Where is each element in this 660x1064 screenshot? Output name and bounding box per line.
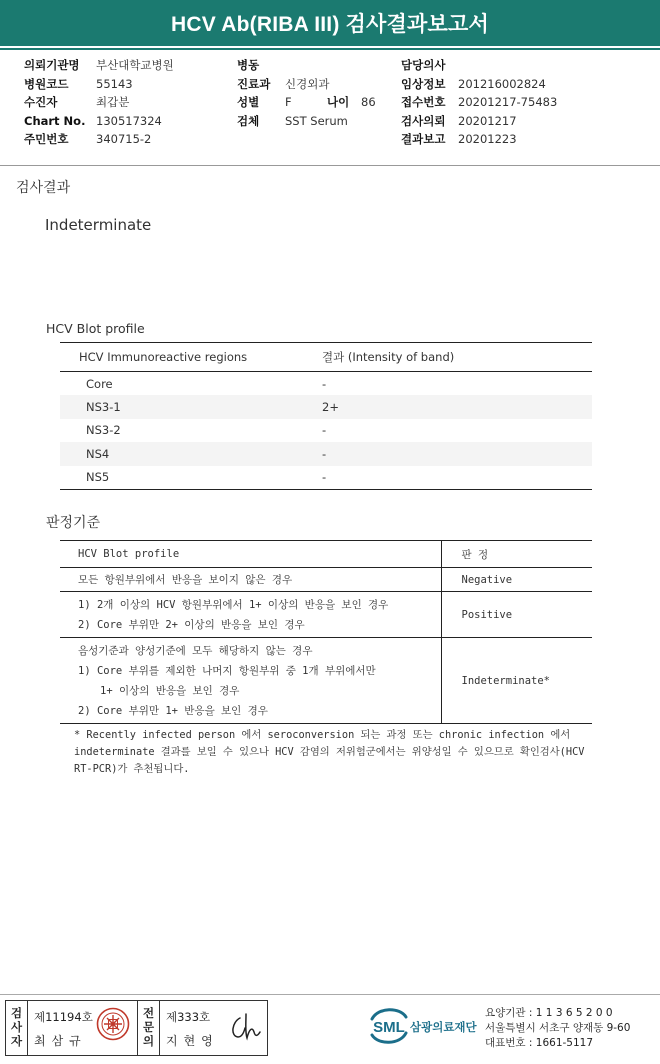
info-value: 20201217	[458, 113, 517, 128]
criteria-line: 음성기준과 양성기준에 모두 해당하지 않는 경우	[78, 644, 313, 657]
info-label: 병원코드	[24, 76, 69, 91]
criteria-header-profile: HCV Blot profile	[60, 541, 441, 568]
blot-header-row	[60, 343, 592, 372]
info-label: 성별	[237, 95, 260, 109]
table-row	[60, 568, 592, 592]
criteria-title: 판정기준	[46, 515, 101, 531]
blot-result: -	[322, 442, 592, 466]
info-value: 부산대학교병원	[96, 58, 174, 72]
criteria-judgement: Positive	[441, 592, 592, 638]
criteria-line: 2) Core 부위만 2+ 이상의 반응을 보인 경우	[78, 618, 305, 631]
examiner-name: 최삼규	[34, 1034, 87, 1048]
blot-result: -	[322, 376, 327, 391]
info-column-3	[401, 57, 601, 150]
blot-table	[60, 342, 592, 490]
blot-region: NS3-2	[86, 423, 121, 438]
info-label: 담당의사	[401, 58, 446, 72]
brand-name: 삼광의료재단	[410, 1020, 477, 1034]
criteria-judgement: Negative	[441, 568, 592, 592]
info-value: 20201223	[458, 132, 517, 146]
blot-profile-title: HCV Blot profile	[46, 321, 145, 336]
blot-region: Core	[86, 376, 113, 391]
result-section-title: 검사결과	[16, 180, 71, 196]
info-value: F	[285, 95, 292, 109]
info-column-2	[237, 57, 387, 131]
svg-text:SML: SML	[373, 1019, 405, 1036]
info-label: 수진자	[24, 95, 58, 109]
examiner-license: 제11194호	[34, 1010, 93, 1024]
criteria-line: 모든 항원부위에서 반응을 보이지 않은 경우	[78, 573, 293, 586]
criteria-profile	[60, 638, 441, 724]
criteria-table	[60, 540, 592, 724]
info-value: 201216002824	[458, 76, 546, 91]
footnote: * Recently infected person 에서 seroconversion 되는 과정 또는 chronic infection 에서 indeterminate 결과를 보일 수 있으나 HCV 감염의 저위험군에서는 위양성일 수 있으므로 확인검사(HCV RT-PCR)가 추천됩니다.	[74, 729, 585, 775]
inspector-label-cell	[138, 1001, 160, 1055]
table-row	[60, 592, 592, 638]
report-title: HCV Ab(RIBA III) 검사결과보고서	[0, 0, 660, 46]
info-value: 55143	[96, 76, 133, 91]
info-label: 결과보고	[401, 132, 446, 146]
info-value: 신경외과	[285, 76, 330, 91]
info-label: 검체	[237, 113, 260, 128]
info-column-1	[24, 57, 229, 150]
blot-region: NS4	[60, 442, 322, 466]
seal-stamp-icon	[96, 1007, 130, 1041]
examiner-label-cell	[6, 1001, 28, 1055]
table-row	[60, 419, 592, 443]
address: 서울특별시 서초구 양재동 9-60	[485, 1022, 631, 1034]
criteria-profile	[60, 568, 441, 592]
criteria-judgement: Indeterminate*	[441, 638, 592, 724]
info-label: 진료과	[237, 76, 271, 91]
criteria-line: 1) Core 부위를 제외한 나머지 항원부위 중 1개 부위에서만	[78, 664, 376, 677]
contact-block	[485, 1006, 630, 1051]
criteria-header-row	[60, 541, 592, 568]
age-value: 86	[361, 95, 376, 109]
signature-scribble-icon	[228, 1010, 264, 1044]
info-label: Chart No.	[24, 113, 86, 128]
footer-rule	[0, 994, 660, 995]
blot-result: -	[322, 466, 592, 490]
phone: 대표번호 : 1661-5117	[485, 1037, 594, 1049]
info-value: 최갑분	[96, 95, 130, 109]
criteria-line: 2) Core 부위만 1+ 반응을 보인 경우	[78, 704, 268, 717]
blot-region: NS3-1	[60, 395, 322, 419]
sml-logo-icon	[366, 1003, 412, 1047]
info-label: 의뢰기관명	[24, 58, 80, 72]
info-value: 340715-2	[96, 132, 152, 146]
blot-result: 2+	[322, 395, 592, 419]
result-value: Indeterminate	[45, 216, 152, 234]
table-row	[60, 395, 592, 419]
info-label: 주민번호	[24, 132, 69, 146]
blot-header-region: HCV Immunoreactive regions	[60, 343, 322, 372]
info-label: 접수번호	[401, 95, 446, 109]
inspector-license: 제333호	[166, 1010, 211, 1024]
inspector-label: 전 문 의	[142, 1006, 155, 1048]
blot-header-result: 결과 (Intensity of band)	[322, 343, 592, 372]
table-row	[60, 442, 592, 466]
info-value: 130517324	[96, 113, 162, 128]
examiner-label: 검 사 자	[10, 1006, 23, 1048]
age-label: 나이	[327, 95, 350, 109]
inspector-name: 지현영	[166, 1034, 219, 1048]
info-value: SST Serum	[285, 113, 348, 128]
table-row	[60, 466, 592, 490]
title-rule	[0, 48, 660, 50]
info-label: 병동	[237, 58, 260, 72]
blot-result: -	[322, 423, 327, 438]
criteria-header-judgement: 판 정	[441, 541, 592, 568]
criteria-profile	[60, 592, 441, 638]
info-divider	[0, 165, 660, 166]
table-row	[60, 372, 592, 396]
criteria-line: 1+ 이상의 반응을 보인 경우	[100, 684, 240, 697]
table-row	[60, 638, 592, 724]
criteria-line: 1) 2개 이상의 HCV 항원부위에서 1+ 이상의 반응을 보인 경우	[78, 598, 389, 611]
info-label: 검사의뢰	[401, 113, 446, 128]
info-label: 임상정보	[401, 76, 446, 91]
institution-code: 요양기관 : 1 1 3 6 5 2 0 0	[485, 1007, 613, 1019]
blot-region: NS5	[60, 466, 322, 490]
info-value: 20201217-75483	[458, 95, 558, 109]
